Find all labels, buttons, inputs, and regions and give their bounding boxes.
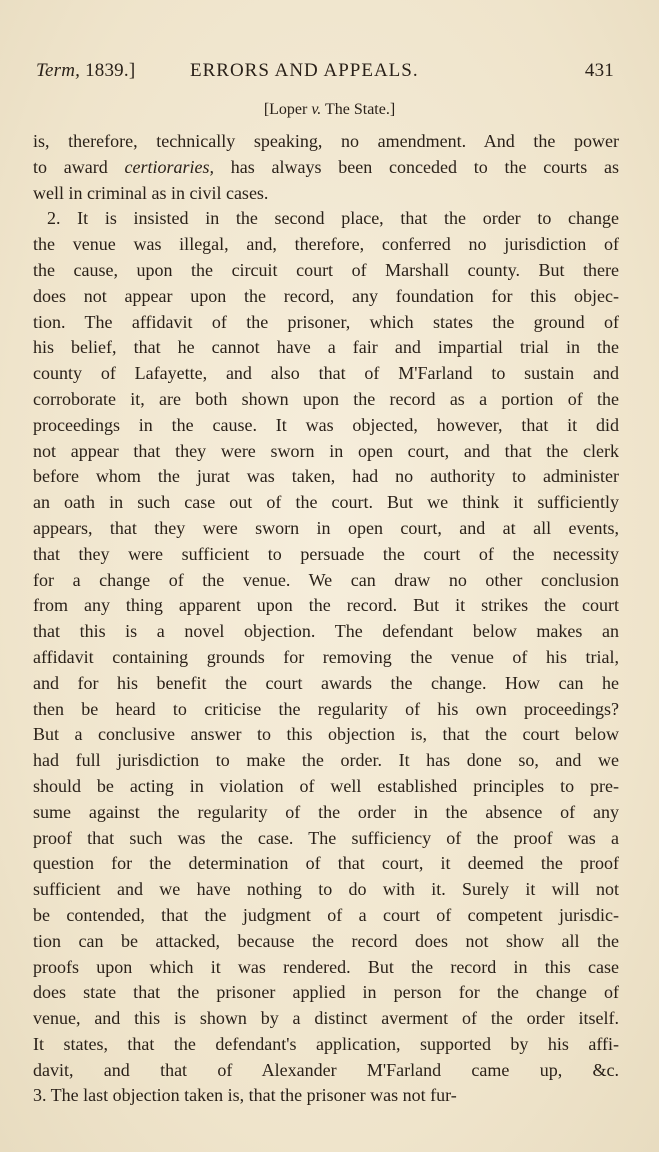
text-line: that this is a novel objection. The defendant below makes an [33, 621, 619, 642]
text-line: tion. The affidavit of the prisoner, which states the ground of [33, 311, 619, 332]
text-line: proof that such was the case. The sufficiency of the proof was a [33, 827, 619, 848]
text-line: an oath in such case out of the court. But we think it sufficiently [33, 492, 619, 513]
text-line: venue, and this is shown by a distinct averment of the order itself. [33, 1008, 619, 1029]
text-line: does not appear upon the record, any foundation for this objec- [33, 285, 619, 306]
text-line: affidavit containing grounds for removing the venue of his trial, [33, 646, 619, 667]
text-line: should be acting in violation of well established principles to pre- [33, 775, 619, 796]
text-segment: to award [33, 156, 108, 177]
text-line: well in criminal as in civil cases. [33, 182, 269, 203]
running-head-title: ERRORS AND APPEALS. [190, 60, 419, 81]
text-line: the venue was illegal, and, therefore, conferred no jurisdiction of [33, 234, 619, 255]
text-line: had full jurisdiction to make the order. It has done so, and we [33, 750, 619, 771]
text-line: does state that the prisoner applied in person for the change of [33, 982, 619, 1003]
text-line: proceedings in the cause. It was objected, however, that it did [33, 414, 619, 435]
text-line: before whom the jurat was taken, had no authority to administer [33, 466, 619, 487]
caption-open-bracket: [ [263, 101, 270, 118]
text-line: proofs upon which it was rendered. But the record in this case [33, 956, 619, 977]
caption-close-bracket: ] [389, 101, 396, 118]
text-line: sufficient and we have nothing to do with it. Surely it will not [33, 879, 619, 900]
text-line: then be heard to criticise the regularity of his own proceedings? [33, 698, 619, 719]
text-line: his belief, that he cannot have a fair and impartial trial in the [33, 337, 619, 358]
text-line: not appear that they were sworn in open court, and that the clerk [33, 440, 619, 461]
text-line: 3. The last objection taken is, that the prisoner was not fur- [33, 1085, 457, 1106]
text-line: be contended, that the judgment of a court of competent jurisdic- [33, 904, 619, 925]
running-head-term [36, 60, 135, 82]
text-line: tion can be attacked, because the record does not show all the [33, 930, 619, 951]
text-line: for a change of the venue. We can draw no other conclusion [33, 569, 619, 590]
text-line: county of Lafayette, and also that of M'Farland to sustain and [33, 363, 619, 384]
page-number: 431 [584, 60, 614, 81]
caption-party-2: The State. [324, 101, 390, 118]
running-head [36, 60, 616, 86]
text-line: sume against the regularity of the order in the absence of any [33, 801, 619, 822]
text-line: But a conclusive answer to this objection is, that the court below [33, 724, 619, 745]
italic-term: certioraries, [124, 156, 215, 177]
caption-versus: v. [311, 101, 322, 118]
text-line [33, 1109, 619, 1135]
text-line: davit, and that of Alexander M'Farland came up, &c. [33, 1059, 619, 1080]
text-line: question for the determination of that court, it deemed the proof [33, 853, 619, 874]
text-line: corroborate it, are both shown upon the record as a portion of the [33, 388, 619, 409]
body-text [33, 129, 619, 1135]
text-line: the cause, upon the circuit court of Marshall county. But there [33, 259, 619, 280]
text-line: It states, that the defendant's application, supported by his affi- [33, 1033, 619, 1054]
case-caption [0, 101, 659, 119]
text-segment: has always been conceded to the courts as [230, 156, 620, 177]
caption-party-1: Loper [269, 101, 308, 118]
text-line [33, 155, 619, 181]
text-line: and for his benefit the court awards the change. How can he [33, 672, 619, 693]
text-line: from any thing apparent upon the record. But it strikes the court [33, 595, 619, 616]
text-line: that they were sufficient to persuade the court of the necessity [33, 543, 619, 564]
text-line: is, therefore, technically speaking, no amendment. And the power [33, 131, 619, 151]
text-line: appears, that they were sworn in open court, and at all events, [33, 517, 619, 538]
text-line: 2. It is insisted in the second place, that the order to change [47, 208, 619, 229]
term-year: 1839.] [85, 60, 136, 81]
term-label: Term, [36, 60, 81, 81]
